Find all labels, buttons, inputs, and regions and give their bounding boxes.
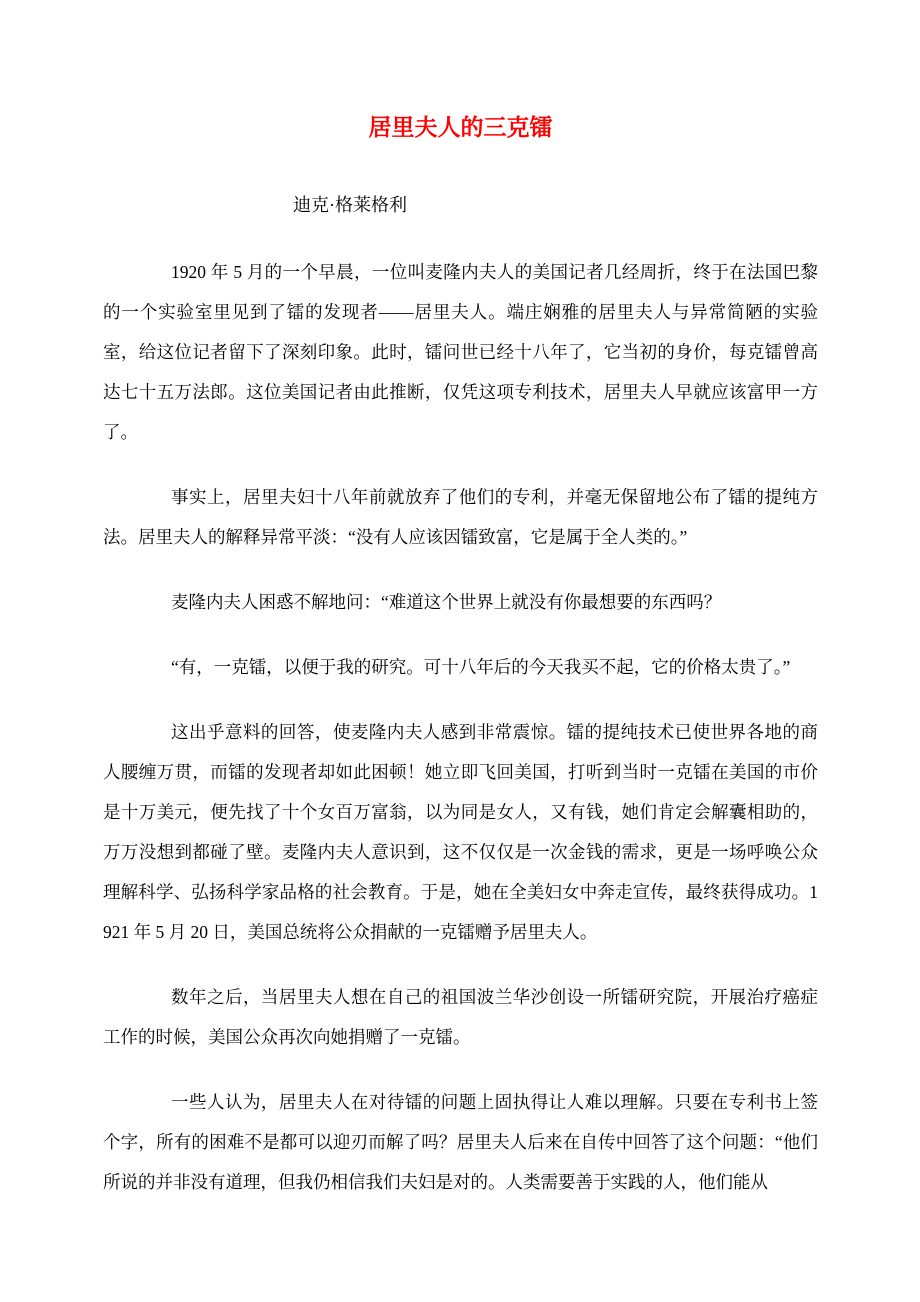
page-title: 居里夫人的三克镭 (368, 115, 553, 140)
paragraph: 数年之后，当居里夫人想在自己的祖国波兰华沙创设一所镭研究院，开展治疗癌症工作的时候，美国公众再次向她捐赠了一克镭。 (103, 987, 818, 1047)
author-line: 迪克·格莱格利 (293, 195, 407, 215)
paragraph: 一些人认为，居里夫人在对待镭的问题上固执得让人难以理解。只要在专利书上签个字，所有的困难不是都可以迎刃而解了吗？居里夫人后来在自传中回答了这个问题：“他们所说的并非没有道理，但我仍相信我们夫妇是对的。人类需要善于实践的人，他们能从 (103, 1092, 818, 1192)
paragraph: 1920 年 5 月的一个早晨，一位叫麦隆内夫人的美国记者几经周折，终于在法国巴黎的一个实验室里见到了镭的发现者——居里夫人。端庄娴雅的居里夫人与异常简陋的实验室，给这位记者留下了深刻印象。此时，镭问世已经十八年了，它当初的身价，每克镭曾高达七十五万法郎。这位美国记者由此推断，仅凭这项专利技术，居里夫人早就应该富甲一方了。 (103, 262, 818, 442)
paragraph: “有，一克镭，以便于我的研究。可十八年后的今天我买不起，它的价格太贵了。” (171, 657, 791, 677)
paragraph: 事实上，居里夫妇十八年前就放弃了他们的专利，并毫无保留地公布了镭的提纯方法。居里夫人的解释异常平淡：“没有人应该因镭致富，它是属于全人类的。” (103, 487, 818, 547)
paragraph: 麦隆内夫人困惑不解地问：“难道这个世界上就没有你最想要的东西吗？ (171, 592, 722, 612)
document-body (103, 252, 818, 1202)
paragraph: 这出乎意料的回答，使麦隆内夫人感到非常震惊。镭的提纯技术已使世界各地的商人腰缠万贯，而镭的发现者却如此困顿！她立即飞回美国，打听到当时一克镭在美国的市价是十万美元，便先找了十个女百万富翁，以为同是女人，又有钱，她们肯定会解囊相助的，万万没想到都碰了壁。麦隆内夫人意识到，这不仅仅是一次金钱的需求，更是一场呼唤公众理解科学、弘扬科学家品格的社会教育。于是，她在全美妇女中奔走宣传，最终获得成功。1921 年 5 月 20 日，美国总统将公众捐献的一克镭赠予居里夫人。 (103, 722, 818, 942)
